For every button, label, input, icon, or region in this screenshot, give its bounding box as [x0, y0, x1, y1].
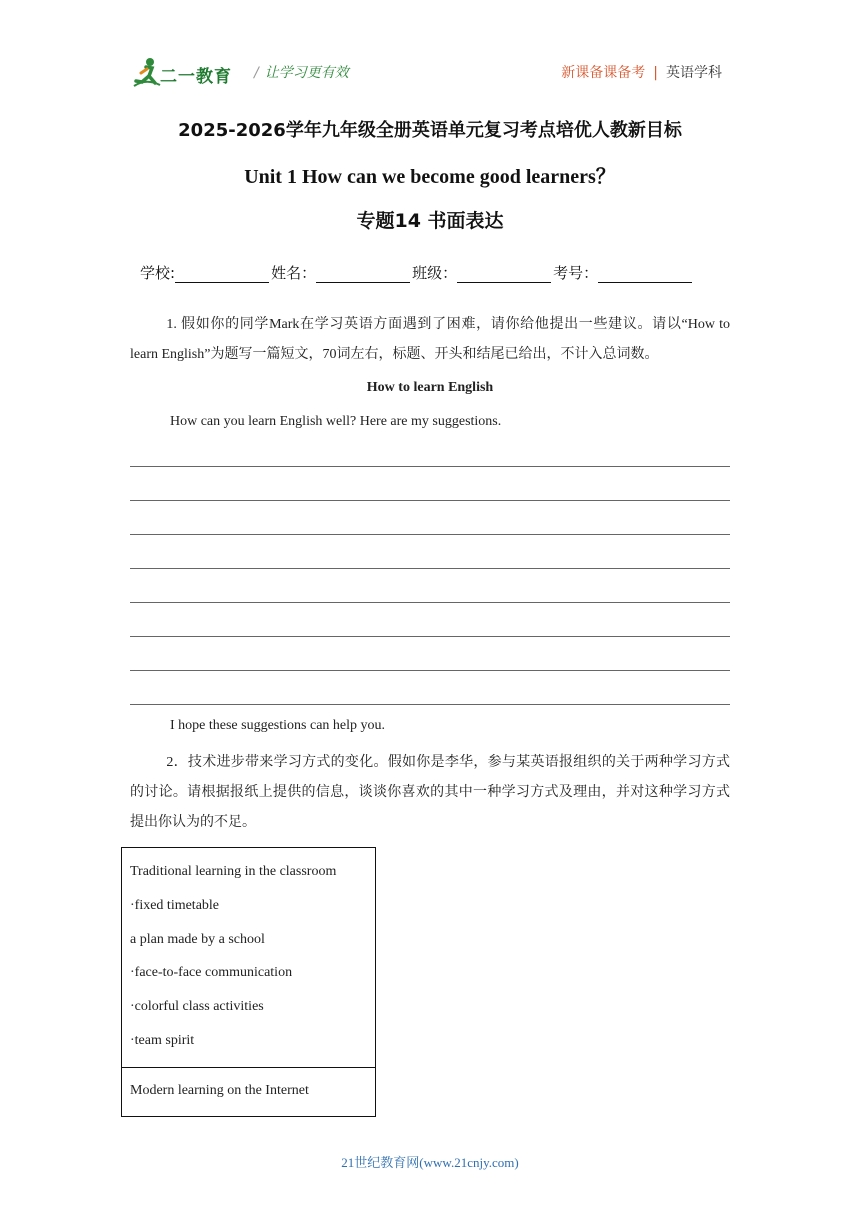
runner-logo-icon: [132, 56, 162, 90]
document-title: 2025-2026学年九年级全册英语单元复习考点培优人教新目标: [178, 120, 682, 141]
slogan: [254, 62, 349, 82]
slogan-text: 让学习更有效: [264, 65, 349, 81]
table-line: a plan made by a school: [130, 931, 265, 947]
name-blank[interactable]: [316, 266, 410, 283]
essay-opening: How can you learn English well? Here are my suggestions.: [170, 414, 502, 429]
table-line: ·face-to-face communication: [130, 965, 293, 981]
tag-left: 新课备课备考: [561, 65, 646, 81]
writing-line[interactable]: [130, 500, 730, 501]
writing-line[interactable]: [130, 568, 730, 569]
writing-line[interactable]: [130, 670, 730, 671]
class-label: 班级：: [412, 264, 458, 282]
name-label: 姓名：: [271, 264, 317, 282]
tag-right: 英语学科: [666, 65, 722, 81]
writing-line[interactable]: [130, 704, 730, 705]
school-blank[interactable]: [175, 266, 269, 283]
essay-title: How to learn English: [366, 380, 494, 395]
school-label: 学校:: [140, 264, 176, 282]
traditional-learning-cell: [122, 848, 375, 1068]
writing-lines[interactable]: [130, 466, 730, 738]
logo: [132, 56, 242, 90]
table-line: ·colorful class activities: [130, 999, 264, 1015]
writing-line[interactable]: [130, 534, 730, 535]
tag-separator: |: [653, 65, 658, 81]
unit-title: Unit 1 How can we become good learners？: [244, 166, 616, 188]
number-label: 考号：: [553, 264, 599, 282]
question2-prompt: 2．技术进步带来学习方式的变化。假如你是李华，参与某英语报组织的关于两种学习方式的讨论。请根据报纸上提供的信息，谈谈你喜欢的其中一种学习方式及理由，并对这种学习方式提出你认为的不足。: [130, 755, 730, 830]
learning-methods-table: [121, 847, 376, 1117]
modern-learning-cell: Modern learning on the Internet: [130, 1082, 309, 1098]
page-footer: 21世纪教育网(www.21cnjy.com): [341, 1155, 519, 1170]
topic-title: 专题14 书面表达: [356, 210, 504, 232]
student-info-row: [140, 262, 694, 283]
number-blank[interactable]: [598, 266, 692, 283]
table-line: Traditional learning in the classroom: [130, 864, 337, 879]
header-tagline: [561, 62, 722, 82]
page-header: [0, 54, 860, 94]
logo-text: 二一教育: [160, 67, 232, 87]
class-blank[interactable]: [457, 266, 551, 283]
writing-line[interactable]: [130, 602, 730, 603]
writing-line[interactable]: [130, 466, 730, 467]
question1-prompt: 1. 假如你的同学Mark在学习英语方面遇到了困难，请你给他提出一些建议。请以“How to learn English”为题写一篇短文，70词左右，标题、开头和结尾已给出，不计入总词数。: [130, 317, 730, 362]
essay-closing: I hope these suggestions can help you.: [170, 718, 386, 733]
writing-line[interactable]: [130, 636, 730, 637]
table-line: ·team spirit: [130, 1032, 195, 1048]
slogan-divider: /: [254, 65, 259, 81]
table-line: ·fixed timetable: [130, 897, 220, 913]
